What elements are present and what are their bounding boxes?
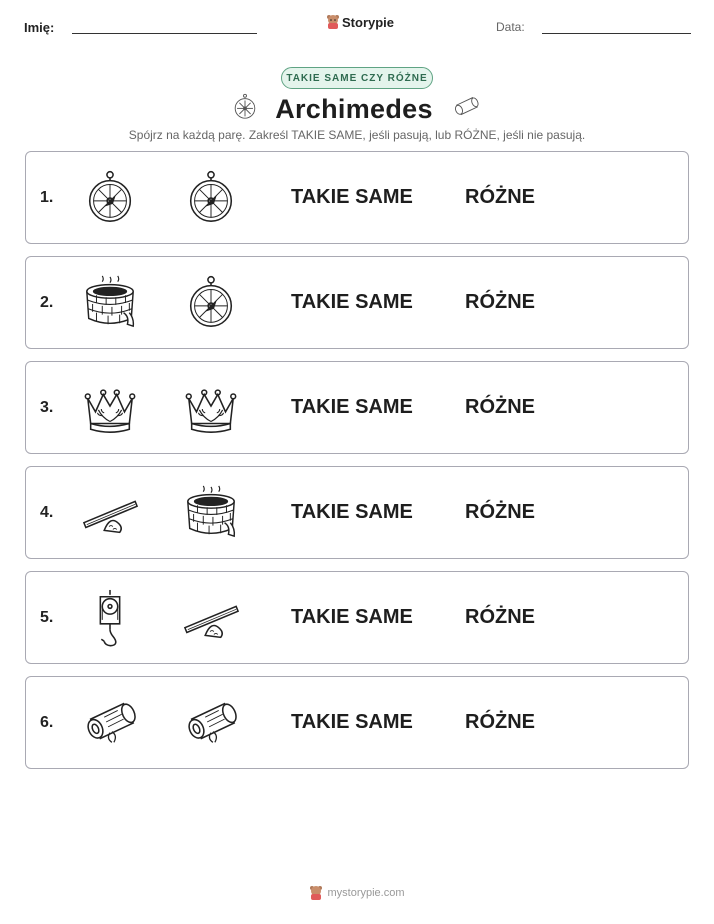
option-same[interactable]: TAKIE SAME	[291, 396, 413, 418]
row-number: 4.	[40, 503, 54, 521]
compass-icon	[181, 168, 241, 228]
storypie-logo	[326, 14, 394, 30]
title-scroll-icon	[449, 93, 483, 126]
exercise-list	[25, 151, 689, 781]
lever-icon	[181, 588, 241, 648]
option-same[interactable]: TAKIE SAME	[291, 711, 413, 733]
exercise-row	[25, 256, 689, 349]
row-number: 5.	[40, 608, 54, 626]
exercise-row	[25, 361, 689, 454]
date-field-line[interactable]	[542, 33, 691, 34]
exercise-row	[25, 571, 689, 664]
footer-mascot-icon	[309, 885, 323, 901]
row-number: 2.	[40, 293, 54, 311]
row-number: 6.	[40, 713, 54, 731]
storypie-mascot-icon	[326, 14, 340, 30]
exercise-row	[25, 151, 689, 244]
exercise-row	[25, 676, 689, 769]
exercise-row	[25, 466, 689, 559]
worksheet-type-badge: TAKIE SAME CZY RÓŻNE	[281, 67, 433, 89]
instructions: Spójrz na każdą parę. Zakreśl TAKIE SAME, jeśli pasują, lub RÓŻNE, jeśli nie pasują.	[128, 128, 586, 142]
option-different[interactable]: RÓŻNE	[465, 711, 535, 733]
date-label: Data:	[496, 20, 525, 34]
well-icon	[181, 483, 241, 543]
title-row	[0, 92, 714, 126]
page-title: Archimedes	[275, 93, 433, 124]
scroll-icon	[181, 693, 241, 753]
title-compass-icon	[231, 91, 259, 128]
option-different[interactable]: RÓŻNE	[465, 396, 535, 418]
row-number: 1.	[40, 188, 54, 206]
option-same[interactable]: TAKIE SAME	[291, 501, 413, 523]
name-label: Imię:	[24, 20, 55, 35]
option-same[interactable]: TAKIE SAME	[291, 291, 413, 313]
crown-icon	[181, 378, 241, 438]
row-number: 3.	[40, 398, 54, 416]
pulley-icon	[80, 588, 140, 648]
option-same[interactable]: TAKIE SAME	[291, 186, 413, 208]
option-different[interactable]: RÓŻNE	[465, 501, 535, 523]
well-icon	[80, 273, 140, 333]
option-different[interactable]: RÓŻNE	[465, 291, 535, 313]
option-different[interactable]: RÓŻNE	[465, 186, 535, 208]
name-field-line[interactable]	[72, 33, 257, 34]
option-same[interactable]: TAKIE SAME	[291, 606, 413, 628]
scroll-icon	[80, 693, 140, 753]
logo-text: Storypie	[342, 14, 395, 30]
option-different[interactable]: RÓŻNE	[465, 606, 535, 628]
lever-icon	[80, 483, 140, 543]
footer	[0, 885, 714, 901]
footer-url: mystorypie.com	[327, 887, 405, 899]
compass-icon	[181, 273, 241, 333]
compass-icon	[80, 168, 140, 228]
crown-icon	[80, 378, 140, 438]
